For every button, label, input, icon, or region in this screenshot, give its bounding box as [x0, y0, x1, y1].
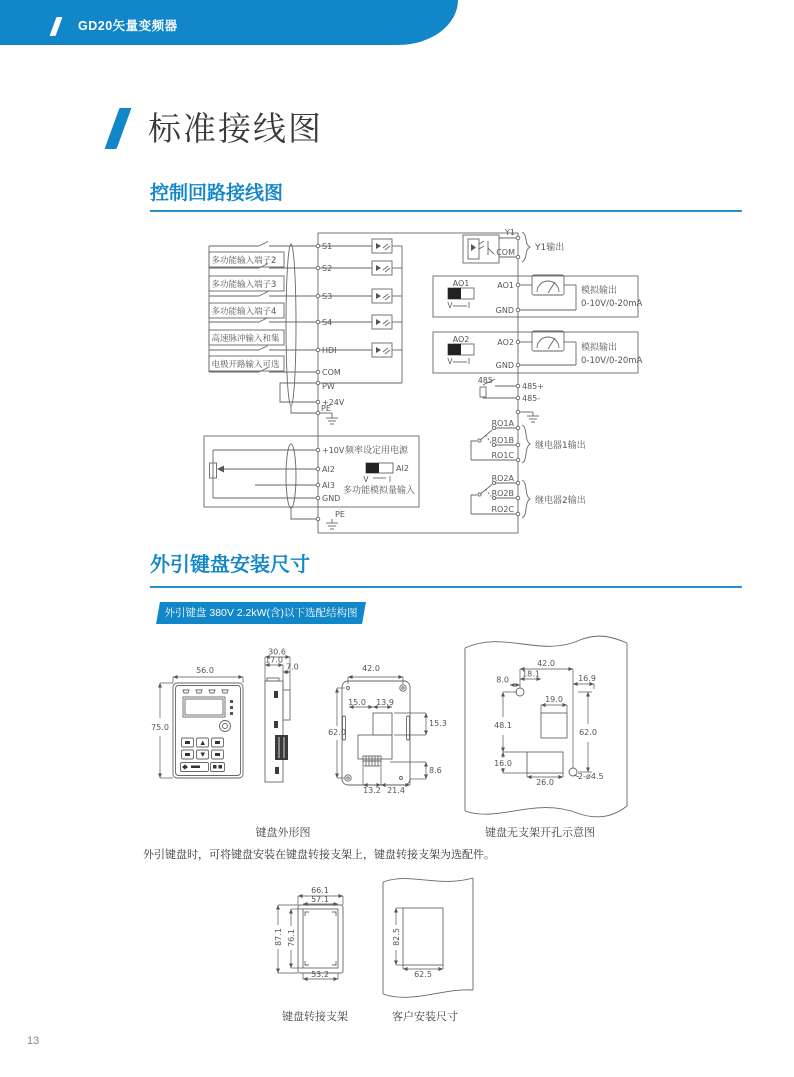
term-ai2: AI2 — [322, 465, 335, 474]
term-hdi: HDI — [322, 346, 337, 355]
term-ro2b: RO2B — [491, 489, 514, 498]
bracket-mount-drawings — [260, 872, 490, 1007]
wiring-labels — [321, 228, 643, 519]
header-slash-icon — [50, 17, 63, 36]
caption-keypad-outline: 键盘外形图 — [255, 827, 311, 839]
header-bar — [0, 0, 458, 45]
opto-icon — [372, 315, 402, 329]
ao1-i: I — [467, 301, 471, 310]
label-freq-supply: 频率设定用电源 — [345, 446, 409, 456]
dim-cut-16: 16.0 — [494, 759, 512, 768]
dim-7: 7.0 — [286, 662, 299, 672]
dim-13-9: 13.9 — [376, 698, 394, 707]
keypad-knob — [220, 721, 231, 732]
adapter-bracket-view — [274, 886, 343, 979]
dim-75: 75.0 — [151, 723, 169, 732]
label-y1-out: Y1输出 — [535, 243, 565, 253]
input-label-boxes — [209, 252, 284, 371]
dim-62-back: 62.0 — [328, 728, 346, 737]
input-label-2: 多功能输入端子2 — [211, 256, 277, 266]
dim-13-2: 13.2 — [363, 786, 381, 795]
term-pe1: PE — [321, 404, 331, 413]
term-s4: S4 — [322, 318, 333, 327]
product-name: GD20矢量变频器 — [78, 19, 178, 33]
dim-mt-82-5: 82.5 — [392, 928, 401, 946]
term-10v: +10V — [322, 446, 345, 455]
input-optocouplers — [318, 239, 402, 383]
term-485p: 485+ — [522, 382, 544, 391]
ao2-i: I — [467, 357, 471, 366]
label-relay2: 继电器2输出 — [535, 496, 586, 506]
dim-cut-holes: 2-ø4.5 — [578, 772, 604, 781]
term-s3: S3 — [322, 292, 333, 301]
input-label-hdi2: 电极开路输入可选 — [211, 360, 280, 370]
dim-br-57-1: 57.1 — [311, 895, 329, 904]
ao1-title: AO1 — [452, 279, 470, 288]
caption-keypad-cutout: 键盘无支架开孔示意图 — [485, 827, 595, 839]
label-ao2-out1: 模拟输出 — [581, 343, 618, 353]
dim-56: 56.0 — [196, 666, 214, 675]
dim-30-6: 30.6 — [268, 647, 286, 657]
dim-8-6: 8.6 — [429, 766, 442, 775]
label-ao2-out2: 0-10V/0-20mA — [581, 356, 643, 366]
pe-ground-1 — [318, 413, 338, 424]
term-ro2a: RO2A — [491, 474, 514, 483]
term-com: COM — [322, 368, 341, 377]
ai2-switch-label: AI2 — [396, 464, 409, 473]
term-gnd1: GND — [495, 306, 514, 315]
opto-icon — [372, 261, 402, 275]
input-label-4: 多功能输入端子4 — [211, 307, 277, 317]
opto-icon — [372, 343, 402, 357]
bracket-note: 外引键盘时，可将键盘安装在键盘转接支架上，键盘转接支架为选配件。 — [143, 849, 495, 861]
title-slash-icon — [105, 108, 132, 149]
term-y1: Y1 — [505, 228, 515, 237]
term-ro2c: RO2C — [491, 505, 514, 514]
keypad-side-view — [265, 648, 299, 783]
dim-br-66-1: 66.1 — [311, 886, 329, 895]
term-s2: S2 — [322, 264, 333, 273]
dim-br-53-2: 53.2 — [311, 970, 329, 979]
ai2-v: V — [363, 475, 369, 484]
term-ai3: AI3 — [322, 481, 335, 490]
keypad-back-view — [328, 664, 447, 795]
section1-rule — [150, 210, 742, 212]
term-gnd2: GND — [495, 361, 514, 370]
label-ao1-out2: 0-10V/0-20mA — [581, 299, 643, 309]
label-analog-input: 多功能模拟量输入 — [343, 486, 416, 496]
term-pw: PW — [322, 382, 335, 391]
term-485m: 485- — [522, 394, 541, 403]
control-circuit-wiring-diagram — [180, 222, 660, 537]
dim-cut-8: 8.0 — [496, 675, 509, 685]
dim-br-76-1: 76.1 — [287, 929, 296, 947]
term-ro1c: RO1C — [491, 451, 514, 460]
dim-42-back: 42.0 — [362, 664, 380, 673]
dim-cut-62: 62.0 — [579, 728, 597, 737]
term-24v: +24V — [322, 398, 345, 407]
caption-mount: 客户安装尺寸 — [392, 1011, 458, 1023]
keypad-dimension-drawings — [140, 618, 660, 853]
dim-cut-18-1: 18.1 — [522, 669, 540, 679]
dim-cut-19: 19.0 — [545, 695, 563, 704]
ao2-v: V — [447, 357, 453, 366]
term-ao1: AO1 — [497, 281, 514, 290]
label-485: 485 — [477, 376, 493, 385]
opto-icon — [372, 289, 402, 303]
dim-17: 17.0 — [265, 655, 283, 665]
caption-bracket: 键盘转接支架 — [282, 1011, 348, 1023]
customer-mount-view — [383, 878, 473, 997]
ao1-v: V — [447, 301, 453, 310]
dim-br-87-1: 87.1 — [274, 928, 283, 946]
dim-cut-48-1: 48.1 — [494, 721, 512, 730]
keypad-banner-text: 外引键盘 380V 2.2kW(含)以下选配结构图 — [164, 607, 358, 619]
section2-heading: 外引键盘安装尺寸 — [150, 554, 310, 576]
page-number: 13 — [27, 1035, 40, 1047]
keypad-cutout-view — [465, 636, 627, 817]
label-relay1: 继电器1输出 — [535, 441, 586, 451]
keypad-display — [183, 697, 225, 717]
term-ao2: AO2 — [497, 338, 514, 347]
label-ao1-out1: 模拟输出 — [581, 286, 618, 296]
dim-21-4: 21.4 — [387, 786, 405, 795]
input-label-3: 多功能输入端子3 — [211, 280, 277, 290]
dim-cut-42: 42.0 — [537, 659, 555, 668]
term-y1com: COM — [496, 248, 515, 257]
dim-mt-62-5: 62.5 — [414, 970, 432, 979]
page-title: 标准接线图 — [148, 110, 323, 147]
term-ro1b: RO1B — [491, 436, 514, 445]
term-ro1a: RO1A — [491, 419, 514, 428]
input-label-hdi1: 高速脉冲输入和集 — [211, 334, 280, 344]
keypad-buttons — [181, 738, 225, 772]
section2-rule — [150, 586, 742, 588]
dim-15-3: 15.3 — [429, 719, 447, 728]
dim-cut-26: 26.0 — [536, 778, 554, 787]
keypad-front-view — [151, 666, 243, 778]
term-s1: S1 — [322, 242, 333, 251]
dim-cut-16-9: 16.9 — [578, 674, 596, 683]
ai2-i: I — [388, 475, 392, 484]
right-ground — [518, 412, 539, 422]
dim-15: 15.0 — [348, 698, 366, 707]
term-gnd: GND — [322, 494, 341, 503]
section1-heading: 控制回路接线图 — [150, 183, 284, 204]
opto-icon — [372, 239, 402, 253]
ao2-title: AO2 — [452, 335, 470, 344]
term-pe2: PE — [335, 510, 345, 519]
